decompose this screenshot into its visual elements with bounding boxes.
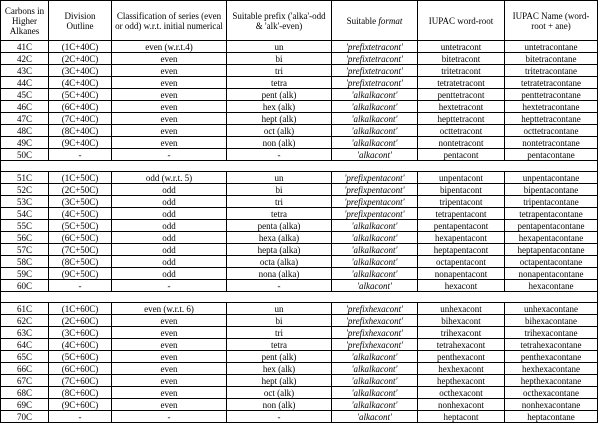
table-row [1,196,598,208]
classification-cell: even [112,113,227,125]
format-cell: 'alkalkacont' [332,220,418,232]
group-separator-row [1,292,598,303]
word-root-cell: octapentacont [418,256,505,268]
division-outline-cell: (7C+60C) [49,375,112,387]
classification-cell: odd (w.r.t. 5) [112,172,227,184]
iupac-name-cell: bipentacontane [505,184,598,196]
iupac-name-cell: penttetracontane [505,89,598,101]
classification-cell: even [112,387,227,399]
prefix-cell: bi [227,315,332,327]
classification-cell: even [112,101,227,113]
division-outline-cell: (3C+40C) [49,65,112,77]
classification-cell: even [112,375,227,387]
header-division-outline: Division Outline [49,1,112,41]
word-root-cell: tetrapentacont [418,208,505,220]
division-outline-cell: (7C+40C) [49,113,112,125]
header-format-prefix-text: Suitable [346,15,379,26]
header-suitable-prefix: Suitable prefix ('alka'-odd & 'alk'-even) [227,1,332,41]
format-cell: 'alkalkacont' [332,137,418,149]
iupac-name-cell: penthexacontane [505,351,598,363]
format-cell: 'alkalkacont' [332,244,418,256]
division-outline-cell: (8C+40C) [49,125,112,137]
format-cell: 'prefixpentacont' [332,196,418,208]
format-cell: 'alkalkacont' [332,375,418,387]
classification-cell: odd [112,220,227,232]
classification-cell: even (w.r.t. 6) [112,303,227,315]
iupac-name-cell: hexhexacontane [505,363,598,375]
prefix-cell: bi [227,184,332,196]
format-cell: 'alkalkacont' [332,363,418,375]
format-cell: 'prefixpentacont' [332,172,418,184]
table-row [1,172,598,184]
carbons-cell: 55C [1,220,49,232]
division-outline-cell: - [49,149,112,161]
format-cell: 'alkalkacont' [332,256,418,268]
word-root-cell: bitetracont [418,53,505,65]
division-outline-cell: (4C+40C) [49,77,112,89]
division-outline-cell: (1C+50C) [49,172,112,184]
prefix-cell: - [227,149,332,161]
word-root-cell: tetrahexacont [418,339,505,351]
classification-cell: - [112,149,227,161]
word-root-cell: heptapentacont [418,244,505,256]
group-separator-cell [1,161,598,172]
carbons-cell: 53C [1,196,49,208]
classification-cell: even [112,77,227,89]
format-cell: 'prefixpentacont' [332,184,418,196]
group-separator-cell [1,292,598,303]
prefix-cell: - [227,411,332,423]
header-iupac-word-root: IUPAC word-root [418,1,505,41]
iupac-name-cell: hextetracontane [505,101,598,113]
table-row [1,232,598,244]
division-outline-cell: (6C+50C) [49,232,112,244]
prefix-cell: tetra [227,208,332,220]
division-outline-cell: (4C+60C) [49,339,112,351]
division-outline-cell: (2C+50C) [49,184,112,196]
classification-cell: even (w.r.t.4) [112,41,227,53]
iupac-name-cell: nonapentacontane [505,268,598,280]
word-root-cell: hextetracont [418,101,505,113]
carbons-cell: 45C [1,89,49,101]
table-row [1,244,598,256]
division-outline-cell: (3C+60C) [49,327,112,339]
classification-cell: odd [112,232,227,244]
classification-cell: odd [112,268,227,280]
division-outline-cell: (3C+50C) [49,196,112,208]
table-row [1,53,598,65]
classification-cell: odd [112,256,227,268]
table-row [1,327,598,339]
format-cell: 'alkalkacont' [332,113,418,125]
iupac-name-cell: hepthexacontane [505,375,598,387]
word-root-cell: nontetracont [418,137,505,149]
word-root-cell: octhexacont [418,387,505,399]
classification-cell: even [112,125,227,137]
iupac-name-cell: bihexacontane [505,315,598,327]
carbons-cell: 44C [1,77,49,89]
prefix-cell: pent (alk) [227,351,332,363]
prefix-cell: nona (alka) [227,268,332,280]
classification-cell: even [112,363,227,375]
classification-cell: even [112,339,227,351]
table-row [1,303,598,315]
table-row [1,65,598,77]
carbons-cell: 41C [1,41,49,53]
table-row [1,137,598,149]
prefix-cell: oct (alk) [227,387,332,399]
format-cell: 'alkacont' [332,280,418,292]
header-iupac-name: IUPAC Name (word-root + ane) [505,1,598,41]
table-row [1,41,598,53]
prefix-cell: hex (alk) [227,363,332,375]
carbons-cell: 46C [1,101,49,113]
format-cell: 'prefixtetracont' [332,77,418,89]
carbons-cell: 48C [1,125,49,137]
carbons-cell: 67C [1,375,49,387]
carbons-cell: 61C [1,303,49,315]
format-cell: 'alkacont' [332,411,418,423]
carbons-cell: 43C [1,65,49,77]
division-outline-cell: (6C+40C) [49,101,112,113]
word-root-cell: unpentacont [418,172,505,184]
iupac-name-cell: tetrahexacontane [505,339,598,351]
iupac-name-cell: nonhexacontane [505,399,598,411]
classification-cell: even [112,315,227,327]
format-cell: 'alkalkacont' [332,232,418,244]
format-cell: 'alkalkacont' [332,399,418,411]
header-carbons: Carbons in Higher Alkanes [1,1,49,41]
classification-cell: - [112,411,227,423]
division-outline-cell: (1C+40C) [49,41,112,53]
format-cell: 'prefixtetracont' [332,65,418,77]
division-outline-cell: (5C+50C) [49,220,112,232]
iupac-name-cell: untetracontane [505,41,598,53]
carbons-cell: 65C [1,351,49,363]
classification-cell: even [112,137,227,149]
division-outline-cell: (2C+60C) [49,315,112,327]
word-root-cell: hepthexacont [418,375,505,387]
division-outline-cell: (9C+40C) [49,137,112,149]
division-outline-cell: (5C+60C) [49,351,112,363]
table-row [1,101,598,113]
format-cell: 'prefixtetracont' [332,41,418,53]
word-root-cell: octtetracont [418,125,505,137]
carbons-cell: 51C [1,172,49,184]
word-root-cell: pentapentacont [418,220,505,232]
word-root-cell: pentacont [418,149,505,161]
word-root-cell: bipentacont [418,184,505,196]
prefix-cell: penta (alka) [227,220,332,232]
carbons-cell: 66C [1,363,49,375]
division-outline-cell: (5C+40C) [49,89,112,101]
iupac-name-cell: pentapentacontane [505,220,598,232]
carbons-cell: 70C [1,411,49,423]
table-row [1,339,598,351]
prefix-cell: hex (alk) [227,101,332,113]
division-outline-cell: (4C+50C) [49,208,112,220]
word-root-cell: nonapentacont [418,268,505,280]
format-cell: 'prefixhexacont' [332,327,418,339]
table-row [1,411,598,423]
word-root-cell: untetracont [418,41,505,53]
carbons-cell: 47C [1,113,49,125]
header-row [1,1,598,41]
classification-cell: even [112,327,227,339]
carbons-cell: 50C [1,149,49,161]
prefix-cell: non (alk) [227,137,332,149]
format-cell: 'prefixtetracont' [332,53,418,65]
format-cell: 'alkalkacont' [332,268,418,280]
prefix-cell: hept (alk) [227,375,332,387]
prefix-cell: tri [227,327,332,339]
division-outline-cell: (9C+50C) [49,268,112,280]
iupac-name-cell: heptapentacontane [505,244,598,256]
carbons-cell: 63C [1,327,49,339]
iupac-name-cell: hepttetracontane [505,113,598,125]
carbons-cell: 59C [1,268,49,280]
iupac-name-cell: hexapentacontane [505,232,598,244]
carbons-cell: 52C [1,184,49,196]
format-cell: 'alkalkacont' [332,89,418,101]
carbons-cell: 42C [1,53,49,65]
classification-cell: even [112,53,227,65]
format-cell: 'alkalkacont' [332,101,418,113]
prefix-cell: hexa (alka) [227,232,332,244]
classification-cell: odd [112,244,227,256]
format-cell: 'alkacont' [332,149,418,161]
prefix-cell: un [227,41,332,53]
carbons-cell: 57C [1,244,49,256]
classification-cell: odd [112,208,227,220]
table-row [1,315,598,327]
division-outline-cell: (9C+60C) [49,399,112,411]
iupac-name-cell: tritetracontane [505,65,598,77]
table-row [1,351,598,363]
iupac-name-cell: tripentacontane [505,196,598,208]
carbons-cell: 62C [1,315,49,327]
prefix-cell: hept (alk) [227,113,332,125]
iupac-name-cell: unhexacontane [505,303,598,315]
word-root-cell: tetratetracont [418,77,505,89]
carbons-cell: 49C [1,137,49,149]
iupac-name-cell: tetratetracontane [505,77,598,89]
format-cell: 'alkalkacont' [332,387,418,399]
carbons-cell: 56C [1,232,49,244]
word-root-cell: tritetracont [418,65,505,77]
prefix-cell: tetra [227,77,332,89]
iupac-name-cell: heptacontane [505,411,598,423]
division-outline-cell: (8C+60C) [49,387,112,399]
carbons-cell: 60C [1,280,49,292]
table-row [1,208,598,220]
classification-cell: odd [112,184,227,196]
table-body [1,41,598,423]
division-outline-cell: (1C+60C) [49,303,112,315]
classification-cell: even [112,399,227,411]
prefix-cell: - [227,280,332,292]
table-row [1,280,598,292]
word-root-cell: penttetracont [418,89,505,101]
table-row [1,268,598,280]
word-root-cell: hexapentacont [418,232,505,244]
iupac-name-cell: unpentacontane [505,172,598,184]
table-row [1,256,598,268]
carbons-cell: 69C [1,399,49,411]
carbons-cell: 68C [1,387,49,399]
table-row [1,220,598,232]
prefix-cell: non (alk) [227,399,332,411]
iupac-name-cell: trihexacontane [505,327,598,339]
word-root-cell: heptacont [418,411,505,423]
word-root-cell: hexhexacont [418,363,505,375]
carbons-cell: 54C [1,208,49,220]
word-root-cell: bihexacont [418,315,505,327]
division-outline-cell: (8C+50C) [49,256,112,268]
division-outline-cell: - [49,280,112,292]
header-classification: Classification of series (even or odd) w.r.t. initial numerical [112,1,227,41]
word-root-cell: tripentacont [418,196,505,208]
classification-cell: even [112,89,227,101]
iupac-name-cell: octapentacontane [505,256,598,268]
format-cell: 'prefixhexacont' [332,315,418,327]
word-root-cell: penthexacont [418,351,505,363]
table-row [1,149,598,161]
format-cell: 'alkalkacont' [332,125,418,137]
division-outline-cell: (6C+60C) [49,363,112,375]
table-row [1,375,598,387]
division-outline-cell: - [49,411,112,423]
iupac-name-cell: tetrapentacontane [505,208,598,220]
iupac-name-cell: bitetracontane [505,53,598,65]
prefix-cell: hepta (alka) [227,244,332,256]
prefix-cell: bi [227,53,332,65]
division-outline-cell: (2C+40C) [49,53,112,65]
format-cell: 'prefixpentacont' [332,208,418,220]
prefix-cell: octa (alka) [227,256,332,268]
prefix-cell: tetra [227,339,332,351]
format-cell: 'prefixhexacont' [332,339,418,351]
group-separator-row [1,161,598,172]
iupac-name-cell: octhexacontane [505,387,598,399]
classification-cell: odd [112,196,227,208]
prefix-cell: oct (alk) [227,125,332,137]
table-row [1,89,598,101]
iupac-name-cell: pentacontane [505,149,598,161]
table-row [1,387,598,399]
prefix-cell: un [227,172,332,184]
word-root-cell: nonhexacont [418,399,505,411]
table-row [1,113,598,125]
carbons-cell: 58C [1,256,49,268]
word-root-cell: hepttetracont [418,113,505,125]
division-outline-cell: (7C+50C) [49,244,112,256]
prefix-cell: tri [227,196,332,208]
table-row [1,125,598,137]
format-cell: 'alkalkacont' [332,351,418,363]
table-row [1,77,598,89]
table-row [1,363,598,375]
iupac-name-cell: hexacontane [505,280,598,292]
word-root-cell: hexacont [418,280,505,292]
word-root-cell: trihexacont [418,327,505,339]
header-format-italic-text: format [378,15,403,26]
prefix-cell: pent (alk) [227,89,332,101]
table-row [1,184,598,196]
classification-cell: even [112,351,227,363]
header-suitable-format [332,1,418,41]
iupac-name-cell: nontetracontane [505,137,598,149]
classification-cell: - [112,280,227,292]
carbons-cell: 64C [1,339,49,351]
prefix-cell: tri [227,65,332,77]
iupac-name-cell: octtetracontane [505,125,598,137]
classification-cell: even [112,65,227,77]
format-cell: 'prefixhexacont' [332,303,418,315]
word-root-cell: unhexacont [418,303,505,315]
prefix-cell: un [227,303,332,315]
